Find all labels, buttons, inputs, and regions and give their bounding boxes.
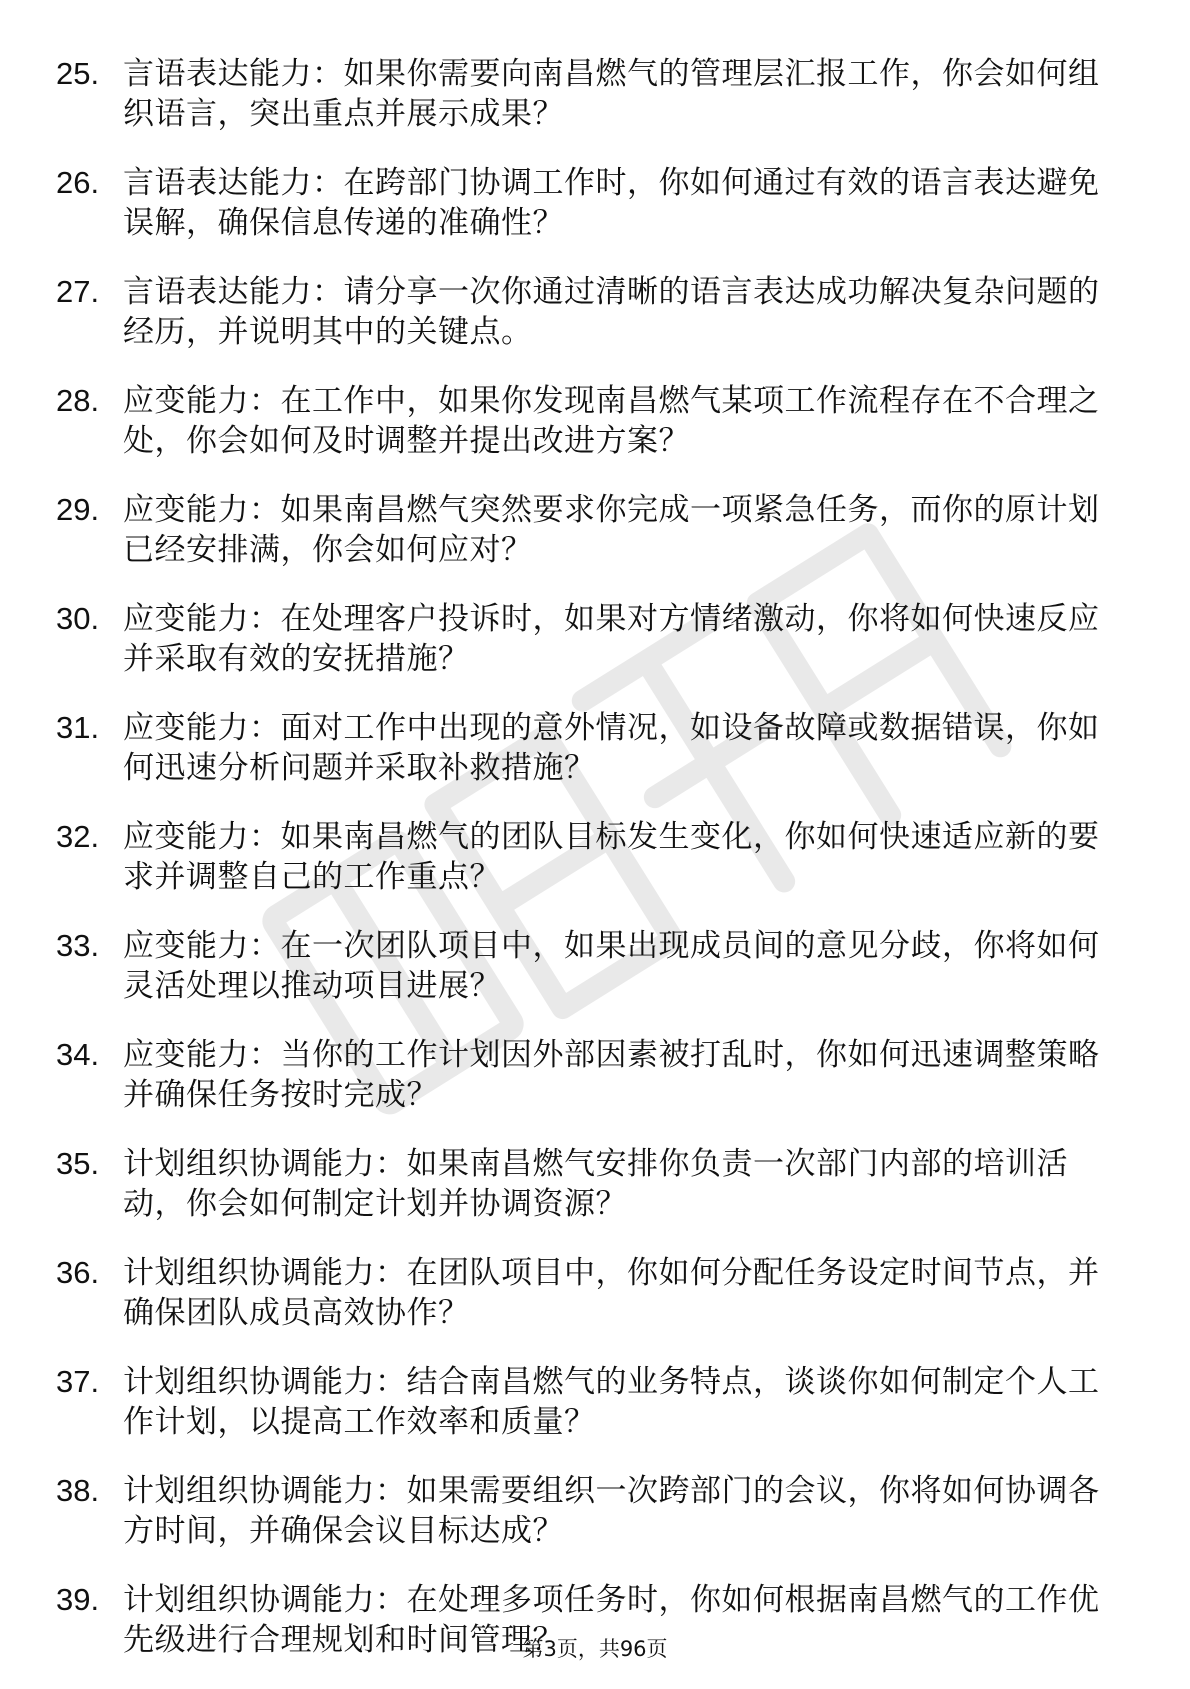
question-number: 31. — [56, 710, 100, 745]
question-number: 30. — [56, 601, 100, 636]
question-item — [56, 817, 1116, 897]
question-number: 37. — [56, 1364, 100, 1399]
question-item — [56, 926, 1116, 1006]
page-number-footer: 第3页，共96页 — [522, 1637, 668, 1661]
question-text: 应变能力：在工作中，如果你发现南昌燃气某项工作流程存在不合理之处，你会如何及时调整并提出改进方案？ — [123, 383, 1100, 459]
question-text: 应变能力：如果南昌燃气的团队目标发生变化，你如何快速适应新的要求并调整自己的工作重点？ — [123, 819, 1100, 895]
question-text: 应变能力：在处理客户投诉时，如果对方情绪激动，你将如何快速反应并采取有效的安抚措施？ — [123, 601, 1100, 677]
question-number: 39. — [56, 1582, 100, 1617]
question-item — [56, 599, 1116, 679]
question-text: 计划组织协调能力：在团队项目中，你如何分配任务设定时间节点，并确保团队成员高效协作？ — [123, 1255, 1100, 1331]
question-text: 应变能力：面对工作中出现的意外情况，如设备故障或数据错误，你如何迅速分析问题并采取补救措施？ — [123, 710, 1100, 786]
question-text: 计划组织协调能力：结合南昌燃气的业务特点，谈谈你如何制定个人工作计划，以提高工作效率和质量？ — [123, 1364, 1100, 1440]
question-number: 28. — [56, 383, 100, 418]
question-item — [56, 708, 1116, 788]
question-number: 36. — [56, 1255, 100, 1290]
question-number: 32. — [56, 819, 100, 854]
question-number: 35. — [56, 1146, 100, 1181]
question-item — [56, 163, 1116, 243]
question-item — [56, 54, 1116, 134]
question-number: 34. — [56, 1037, 100, 1072]
question-number: 27. — [56, 274, 100, 309]
question-item — [56, 1035, 1116, 1115]
question-number: 29. — [56, 492, 100, 527]
question-text: 言语表达能力：在跨部门协调工作时，你如何通过有效的语言表达避免误解，确保信息传递的准确性？ — [123, 165, 1100, 241]
question-number: 26. — [56, 165, 100, 200]
question-text: 言语表达能力：请分享一次你通过清晰的语言表达成功解决复杂问题的经历，并说明其中的关键点。 — [123, 274, 1100, 350]
question-text: 应变能力：当你的工作计划因外部因素被打乱时，你如何迅速调整策略并确保任务按时完成？ — [123, 1037, 1100, 1113]
question-number: 38. — [56, 1473, 100, 1508]
question-item — [56, 272, 1116, 352]
question-item — [56, 490, 1116, 570]
question-item — [56, 1362, 1116, 1442]
question-text: 应变能力：如果南昌燃气突然要求你完成一项紧急任务，而你的原计划已经安排满，你会如何应对？ — [123, 492, 1100, 568]
question-item — [56, 1471, 1116, 1551]
question-text: 计划组织协调能力：在处理多项任务时，你如何根据南昌燃气的工作优先级进行合理规划和时间管理？ — [123, 1582, 1100, 1658]
question-list — [56, 54, 1116, 1689]
question-text: 计划组织协调能力：如果南昌燃气安排你负责一次部门内部的培训活动，你会如何制定计划并协调资源？ — [123, 1146, 1068, 1222]
question-text: 应变能力：在一次团队项目中，如果出现成员间的意见分歧，你将如何灵活处理以推动项目进展？ — [123, 928, 1100, 1004]
question-text: 言语表达能力：如果你需要向南昌燃气的管理层汇报工作，你会如何组织语言，突出重点并展示成果？ — [123, 56, 1100, 132]
question-text: 计划组织协调能力：如果需要组织一次跨部门的会议，你将如何协调各方时间，并确保会议目标达成？ — [123, 1473, 1100, 1549]
question-item — [56, 381, 1116, 461]
question-item — [56, 1144, 1116, 1224]
question-number: 25. — [56, 56, 100, 91]
question-number: 33. — [56, 928, 100, 963]
question-item — [56, 1253, 1116, 1333]
